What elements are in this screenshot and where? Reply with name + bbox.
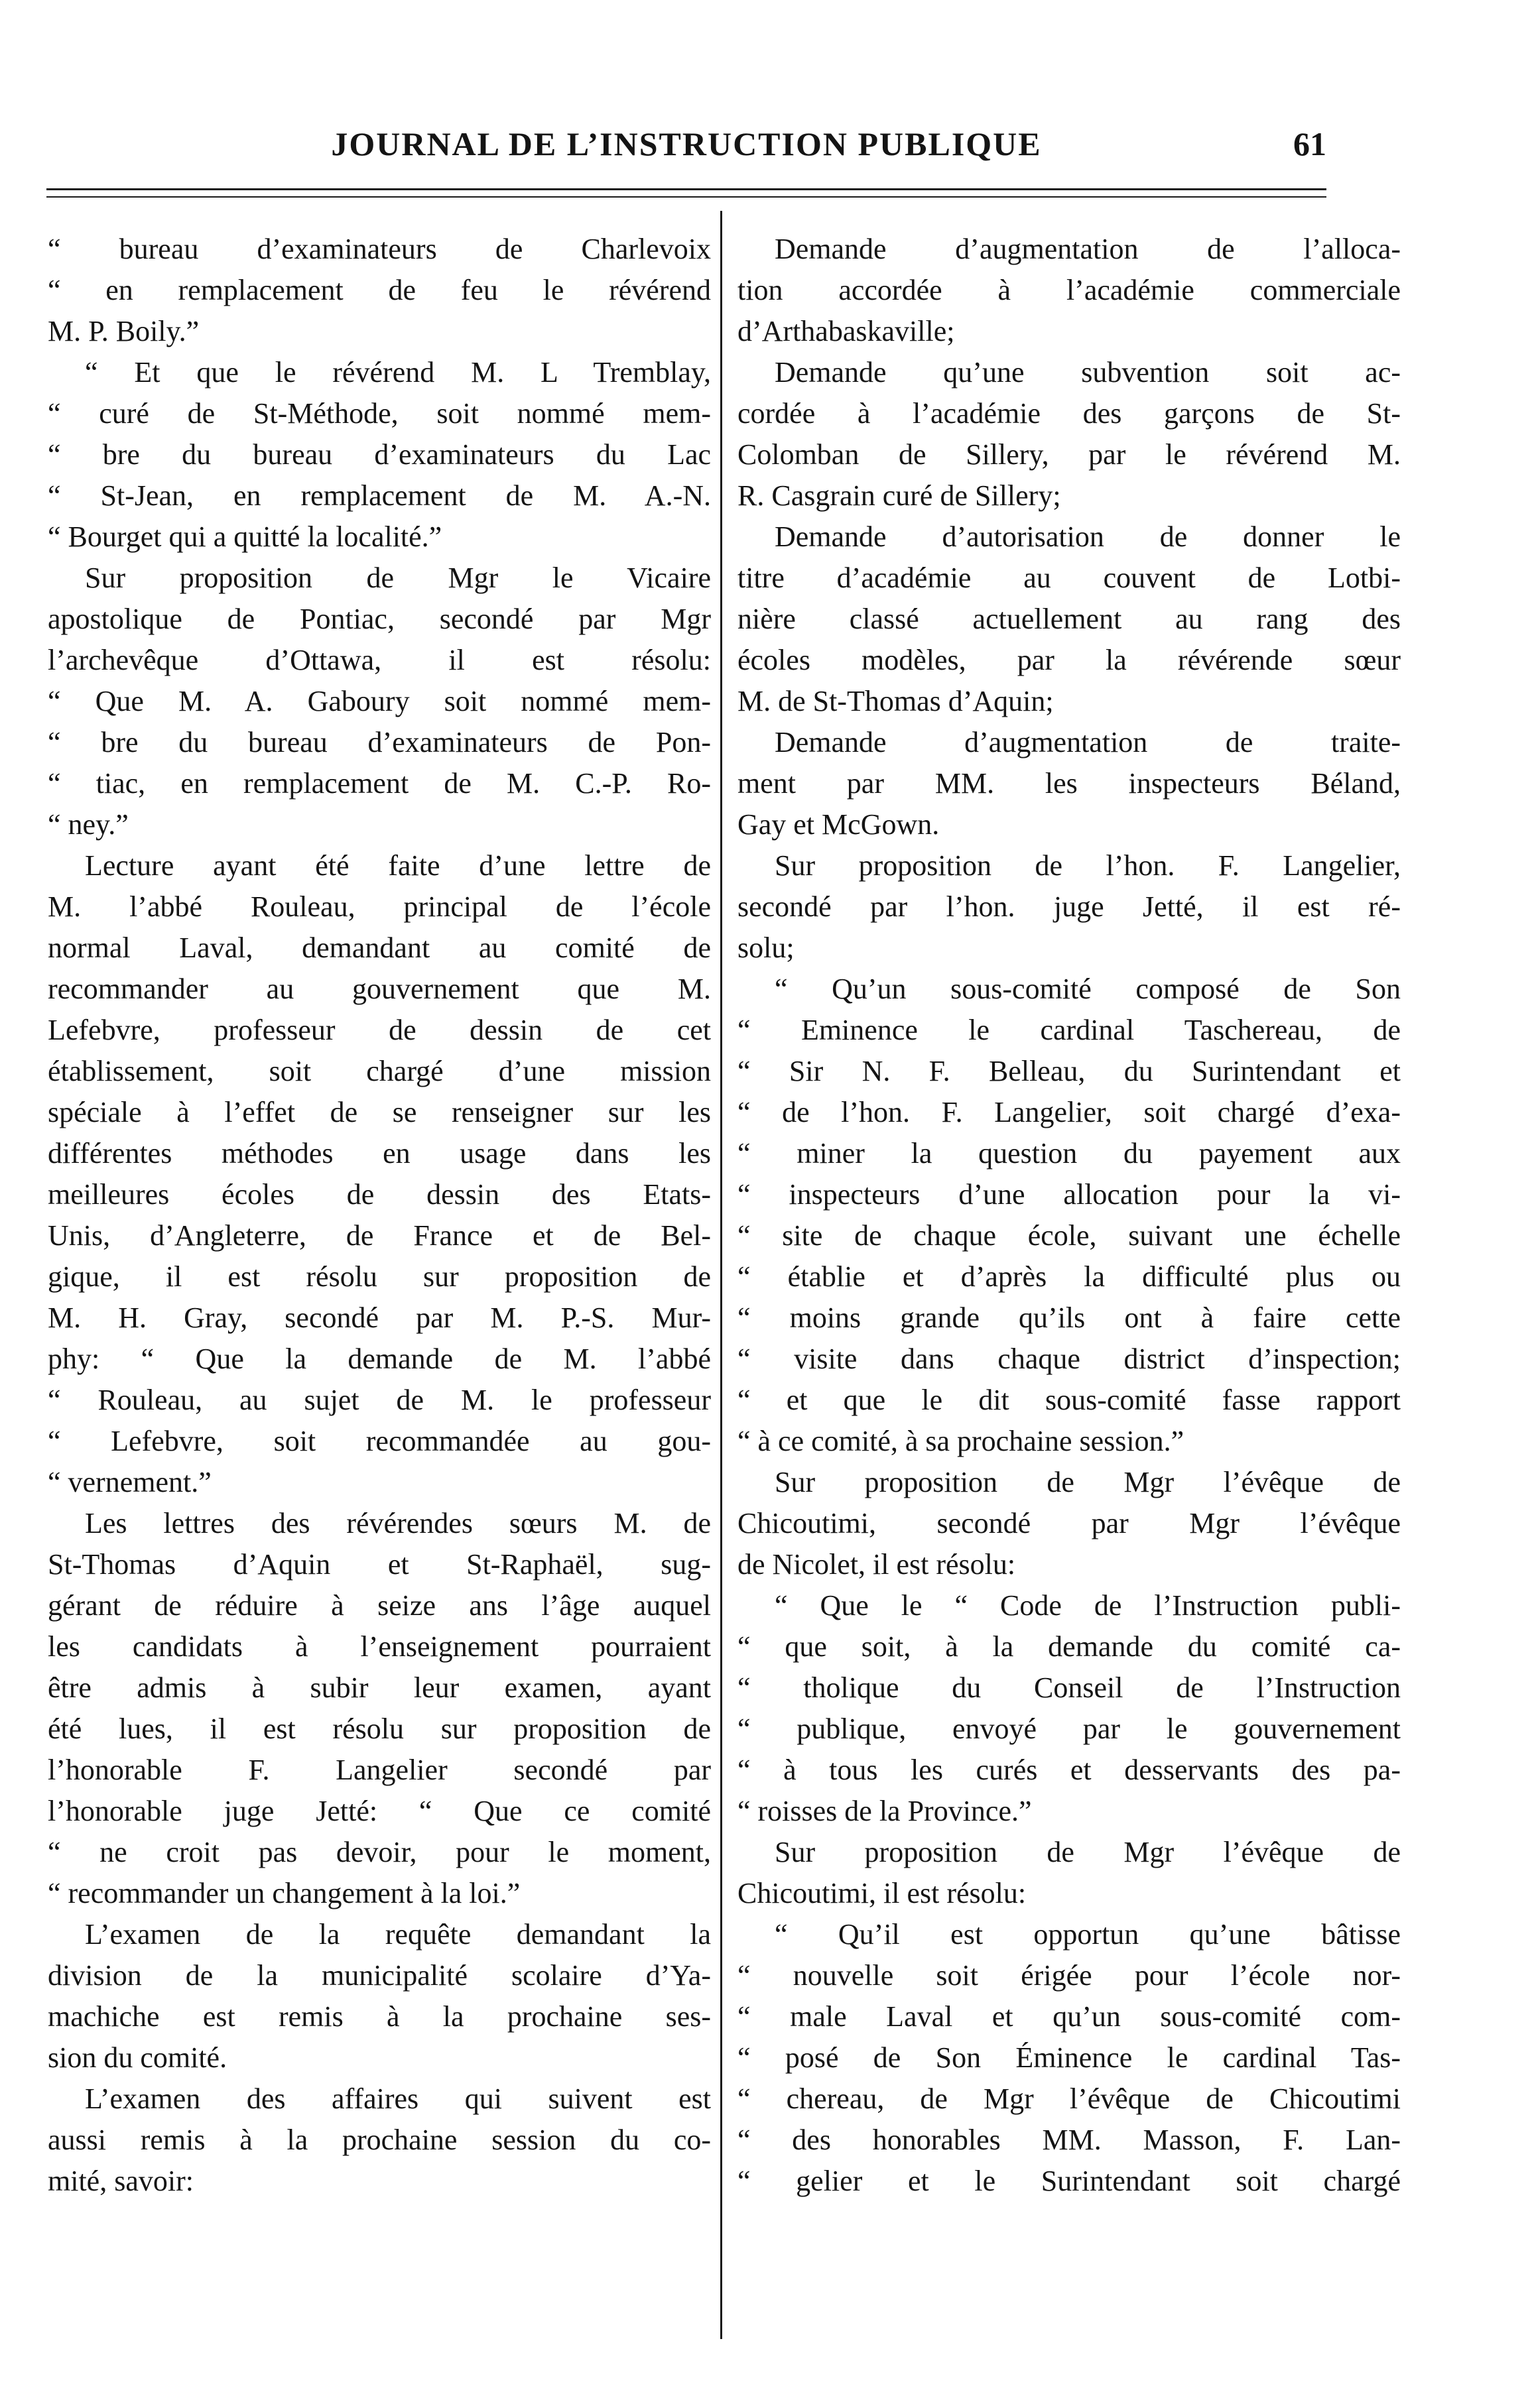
text-line: Colomban de Sillery, par le révérend M. — [737, 438, 1401, 471]
text-line: apostolique de Pontiac, secondé par Mgr — [48, 603, 711, 635]
text-line: M. H. Gray, secondé par M. P.-S. Mur- — [48, 1301, 711, 1334]
text-line: machiche est remis à la prochaine ses- — [48, 2000, 711, 2033]
text-line: “ inspecteurs d’une allocation pour la vi- — [737, 1178, 1401, 1211]
text-line: “ Que M. A. Gaboury soit nommé mem- — [48, 685, 711, 717]
text-line: M. l’abbé Rouleau, principal de l’école — [48, 890, 711, 923]
text-line: L’examen de la requête demandant la — [85, 1918, 711, 1951]
text-line: Chicoutimi, secondé par Mgr l’évêque — [737, 1507, 1401, 1539]
text-line: titre d’académie au couvent de Lotbi- — [737, 562, 1401, 594]
text-line: établissement, soit chargé d’une mission — [48, 1055, 711, 1087]
text-line: été lues, il est résolu sur proposition de — [48, 1713, 711, 1745]
text-line: “ bre du bureau d’examinateurs de Pon- — [48, 726, 711, 758]
text-line: M. de St-Thomas d’Aquin; — [737, 685, 1054, 717]
left-column — [48, 229, 711, 2202]
text-line: “ Sir N. F. Belleau, du Surintendant et — [737, 1055, 1401, 1087]
text-line: Lecture ayant été faite d’une lettre de — [85, 849, 711, 882]
text-line: “ visite dans chaque district d’inspection; — [737, 1343, 1401, 1375]
text-line: “ roisses de la Province.” — [737, 1795, 1032, 1827]
text-line: “ tiac, en remplacement de M. C.-P. Ro- — [48, 767, 711, 800]
text-line: “ ney.” — [48, 808, 129, 841]
text-line: Unis, d’Angleterre, de France et de Bel- — [48, 1219, 711, 1252]
text-line: Demande qu’une subvention soit ac- — [775, 356, 1401, 389]
text-line: l’honorable F. Langelier secondé par — [48, 1754, 711, 1786]
text-line: “ recommander un changement à la loi.” — [48, 1877, 521, 1909]
text-line: Sur proposition de Mgr l’évêque de — [775, 1836, 1401, 1868]
text-line: d’Arthabaskaville; — [737, 315, 955, 347]
text-line: ment par MM. les inspecteurs Béland, — [737, 767, 1401, 800]
right-column — [737, 229, 1401, 2202]
text-line: “ gelier et le Surintendant soit chargé — [737, 2165, 1401, 2197]
header-rule-secondary — [46, 196, 1326, 198]
text-line: “ posé de Son Éminence le cardinal Tas- — [737, 2041, 1401, 2074]
header-rule — [46, 188, 1326, 190]
text-line: Lefebvre, professeur de dessin de cet — [48, 1014, 711, 1046]
text-line: phy: “ Que la demande de M. l’abbé — [48, 1343, 711, 1375]
text-line: gique, il est résolu sur proposition de — [48, 1260, 711, 1293]
text-line: les candidats à l’enseignement pourraient — [48, 1630, 711, 1663]
text-line: Gay et McGown. — [737, 808, 940, 841]
text-line: “ et que le dit sous-comité fasse rapport — [737, 1384, 1401, 1416]
text-line: l’archevêque d’Ottawa, il est résolu: — [48, 644, 711, 676]
text-line: L’examen des affaires qui suivent est — [85, 2082, 711, 2115]
text-line: Demande d’augmentation de l’alloca- — [775, 233, 1401, 265]
text-line: solu; — [737, 932, 795, 964]
text-line: “ ne croit pas devoir, pour le moment, — [48, 1836, 711, 1868]
text-line: aussi remis à la prochaine session du co- — [48, 2124, 711, 2156]
text-line: tion accordée à l’académie commerciale — [737, 274, 1401, 306]
text-line: Demande d’augmentation de traite- — [775, 726, 1401, 758]
page-header — [46, 125, 1326, 171]
text-line: “ à ce comité, à sa prochaine session.” — [737, 1425, 1184, 1457]
text-line: “ miner la question du payement aux — [737, 1137, 1401, 1170]
text-line: de Nicolet, il est résolu: — [737, 1548, 1016, 1581]
text-line: nière classé actuellement au rang des — [737, 603, 1401, 635]
text-line: différentes méthodes en usage dans les — [48, 1137, 711, 1170]
text-line: “ site de chaque école, suivant une échelle — [737, 1219, 1401, 1252]
text-line: “ St-Jean, en remplacement de M. A.-N. — [48, 479, 711, 512]
text-line: “ nouvelle soit érigée pour l’école nor- — [737, 1959, 1401, 1992]
page-number: 61 — [1293, 125, 1326, 162]
text-line: meilleures écoles de dessin des Etats- — [48, 1178, 711, 1211]
text-line: “ en remplacement de feu le révérend — [48, 274, 711, 306]
text-line: “ à tous les curés et desservants des pa- — [737, 1754, 1401, 1786]
text-line: recommander au gouvernement que M. — [48, 973, 711, 1005]
text-line: écoles modèles, par la révérende sœur — [737, 644, 1401, 676]
text-line: R. Casgrain curé de Sillery; — [737, 479, 1061, 512]
text-line: “ bre du bureau d’examinateurs du Lac — [48, 438, 711, 471]
text-line: “ curé de St-Méthode, soit nommé mem- — [48, 397, 711, 430]
text-line: être admis à subir leur examen, ayant — [48, 1671, 711, 1704]
text-line: “ Que le “ Code de l’Instruction publi- — [775, 1589, 1401, 1622]
text-line: “ male Laval et qu’un sous-comité com- — [737, 2000, 1401, 2033]
text-line: Sur proposition de Mgr l’évêque de — [775, 1466, 1401, 1498]
text-line: “ moins grande qu’ils ont à faire cette — [737, 1301, 1401, 1334]
text-line: cordée à l’académie des garçons de St- — [737, 397, 1401, 430]
text-line: “ des honorables MM. Masson, F. Lan- — [737, 2124, 1401, 2156]
text-line: Demande d’autorisation de donner le — [775, 520, 1401, 553]
text-line: Sur proposition de Mgr le Vicaire — [85, 562, 711, 594]
text-line: l’honorable juge Jetté: “ Que ce comité — [48, 1795, 711, 1827]
text-line: gérant de réduire à seize ans l’âge auquel — [48, 1589, 711, 1622]
text-line: M. P. Boily.” — [48, 315, 200, 347]
text-line: normal Laval, demandant au comité de — [48, 932, 711, 964]
text-line: mité, savoir: — [48, 2165, 194, 2197]
text-line: “ publique, envoyé par le gouvernement — [737, 1713, 1401, 1745]
text-line: “ que soit, à la demande du comité ca- — [737, 1630, 1401, 1663]
text-line: “ Qu’un sous-comité composé de Son — [775, 973, 1401, 1005]
text-line: “ Lefebvre, soit recommandée au gou- — [48, 1425, 711, 1457]
text-line: “ chereau, de Mgr l’évêque de Chicoutimi — [737, 2082, 1401, 2115]
text-line: “ de l’hon. F. Langelier, soit chargé d’exa- — [737, 1096, 1401, 1128]
text-line: “ Qu’il est opportun qu’une bâtisse — [775, 1918, 1401, 1951]
text-line: “ vernement.” — [48, 1466, 212, 1498]
text-line: secondé par l’hon. juge Jetté, il est ré- — [737, 890, 1401, 923]
text-line: spéciale à l’effet de se renseigner sur les — [48, 1096, 711, 1128]
running-title: JOURNAL DE L’INSTRUCTION PUBLIQUE — [331, 125, 1042, 162]
text-line: “ établie et d’après la difficulté plus ou — [737, 1260, 1401, 1293]
text-line: “ Rouleau, au sujet de M. le professeur — [48, 1384, 711, 1416]
text-line: “ Et que le révérend M. L Tremblay, — [85, 356, 711, 389]
text-line: sion du comité. — [48, 2041, 227, 2074]
text-line: Sur proposition de l’hon. F. Langelier, — [775, 849, 1401, 882]
text-line: “ Bourget qui a quitté la localité.” — [48, 520, 442, 553]
text-line: division de la municipalité scolaire d’Ya- — [48, 1959, 711, 1992]
text-line: “ tholique du Conseil de l’Instruction — [737, 1671, 1401, 1704]
text-line: “ bureau d’examinateurs de Charlevoix — [48, 233, 711, 265]
text-line: Chicoutimi, il est résolu: — [737, 1877, 1027, 1909]
text-line: St-Thomas d’Aquin et St-Raphaël, sug- — [48, 1548, 711, 1581]
text-line: “ Eminence le cardinal Taschereau, de — [737, 1014, 1401, 1046]
text-line: Les lettres des révérendes sœurs M. de — [85, 1507, 711, 1539]
column-divider — [720, 211, 722, 2339]
